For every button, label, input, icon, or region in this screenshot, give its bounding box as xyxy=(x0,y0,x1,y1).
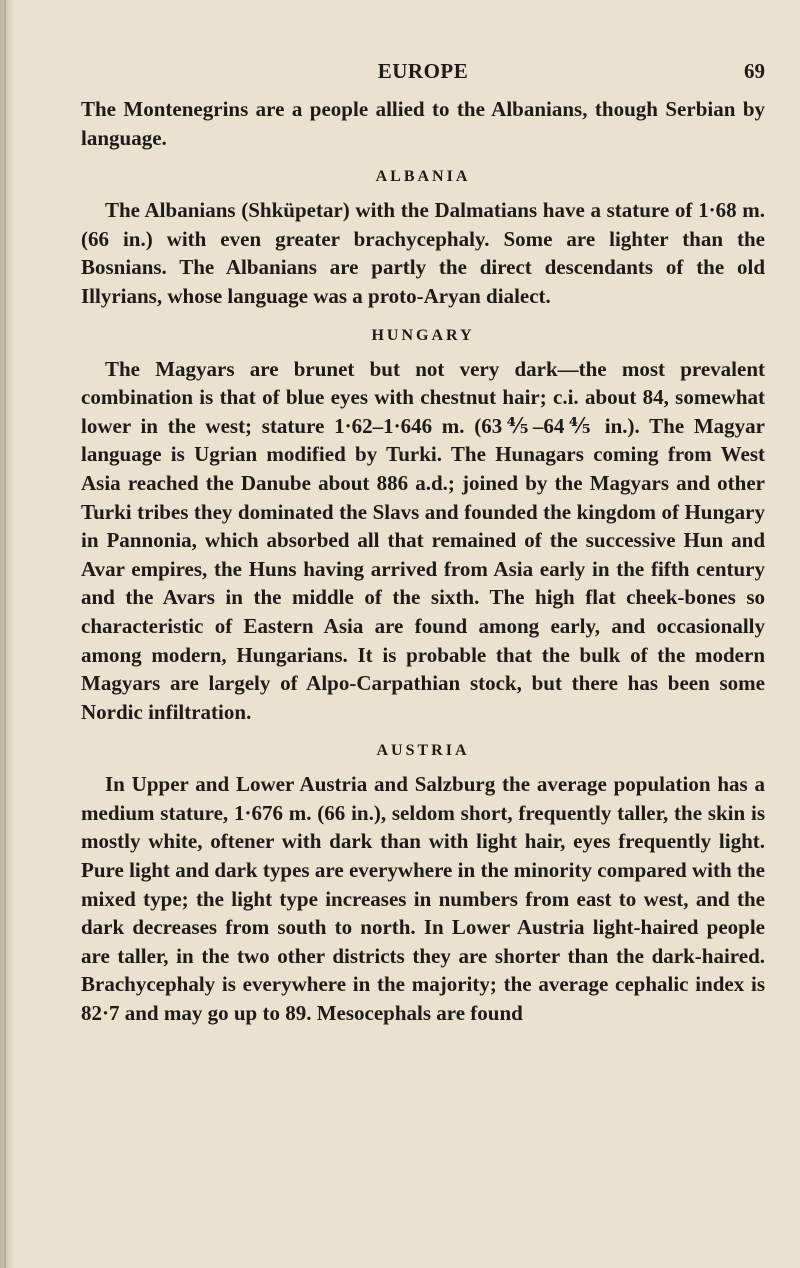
section-paragraph-austria: In Upper and Lower Austria and Salzburg the average population has a medium stature, 1·676 m. (66 in.), seldom short, frequently taller, the skin is mostly white, oftener with dark than with light hair, eyes frequently light. Pure light and dark types are everywhere in the minority compared with the mixed type; the light type increases in numbers from east to west, and the dark decreases from south to north. In Lower Austria light-haired people are taller, in the two other districts they are shorter than the dark-haired. Brachycephaly is everywhere in the majority; the average cephalic index is 82·7 and may go up to 89. Mesocephals are found xyxy=(81,772,765,1026)
book-page xyxy=(81,59,765,1028)
section-paragraph-hungary: The Magyars are brunet but not very dark—the most prevalent combination is that of blue eyes with chestnut hair; c.i. about 84, somewhat lower in the west; stature 1·62–1·646 m. (63⅘–64⅘ in.). The Magyar language is Ugrian modified by Turki. The Hunagars coming from West Asia reached the Danube about 886 a.d.; joined by the Magyars and other Turki tribes they dominated the Slavs and founded the kingdom of Hungary in Pannonia, which absorbed all that remained of the successive Hun and Avar empires, the Huns having arrived from Asia early in the fifth century and the Avars in the middle of the sixth. The high flat cheek-bones so characteristic of Eastern Asia are found among early, and occasionally among modern, Hungarians. It is probable that the bulk of the modern Magyars are largely of Alpo-Carpathian stock, but there has been some Nordic infiltration. xyxy=(81,356,765,724)
section-heading-albania: ALBANIA xyxy=(375,168,471,186)
page-number: 69 xyxy=(744,59,765,83)
running-head xyxy=(81,59,765,95)
binding-shadow-line xyxy=(4,0,6,1268)
section-heading-hungary: HUNGARY xyxy=(371,326,475,344)
running-title: EUROPE xyxy=(377,59,469,83)
binding-edge xyxy=(0,0,14,1268)
section-paragraph-albania: The Albanians (Shküpetar) with the Dalmatians have a stature of 1·68 m. (66 in.) with even greater brachycephaly. Some are lighter than the Bosnians. The Albanians are partly the direct descendants of the old Illyrians, whose language was a proto-Aryan dialect. xyxy=(81,198,765,308)
intro-paragraph: The Montenegrins are a people allied to the Albanians, though Serbian by language. xyxy=(81,97,765,150)
section-heading-austria: AUSTRIA xyxy=(376,742,470,760)
